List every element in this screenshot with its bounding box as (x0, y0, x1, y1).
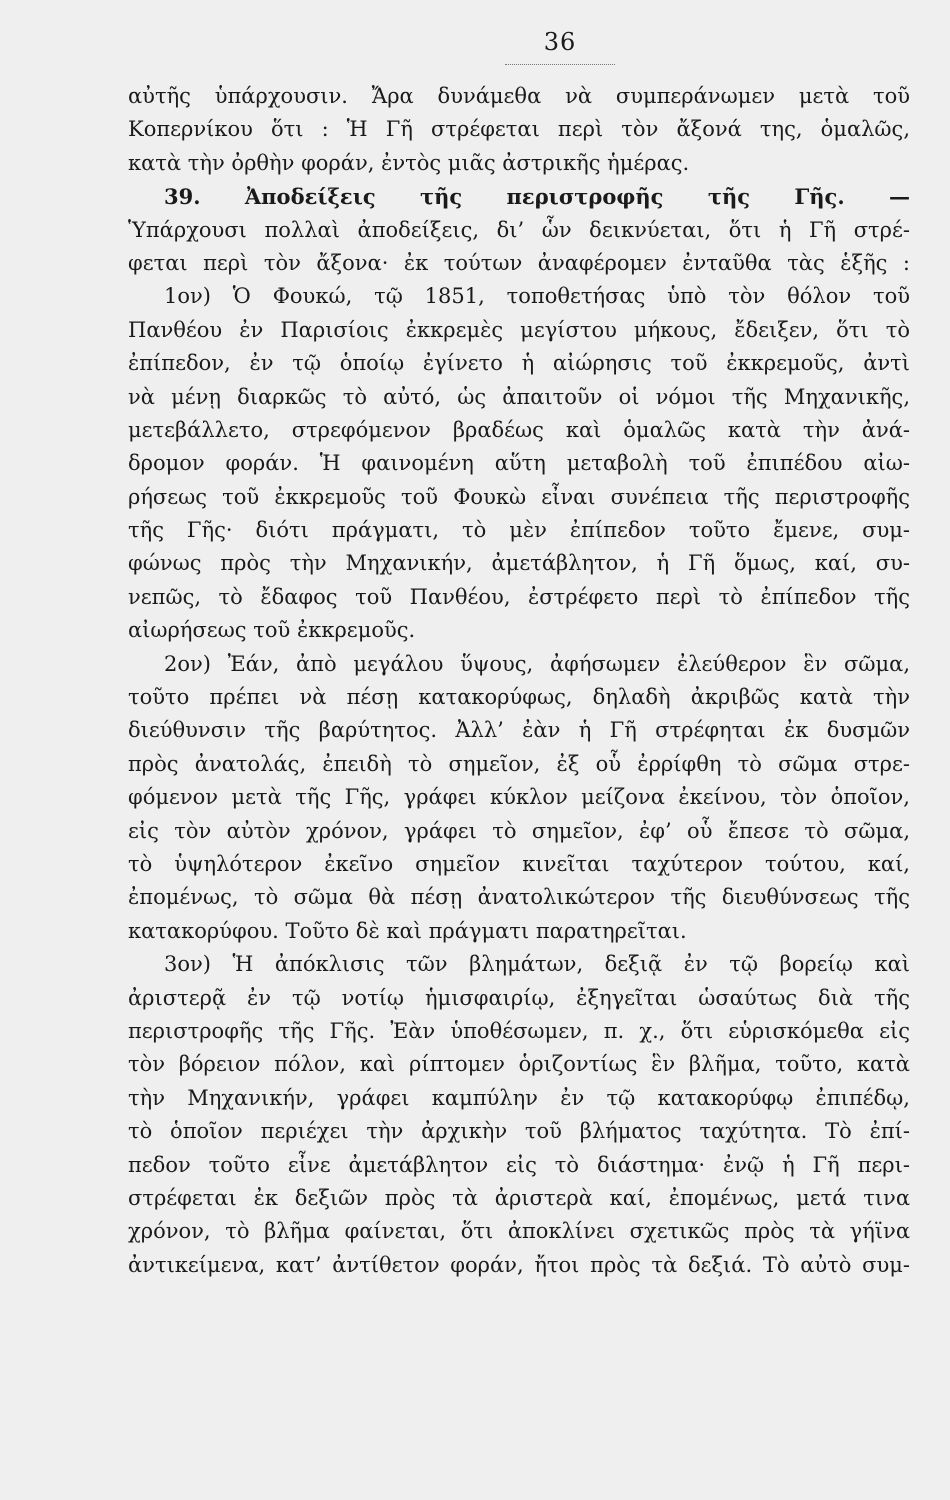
text-line: διεύθυνσιν τῆς βαρύτητος. Ἀλλ’ ἐὰν ἡ Γῆ στρέφηται ἐκ δυσμῶν (128, 718, 910, 743)
text-line: τὸ ὁποῖον περιέχει τὴν ἀρχικὴν τοῦ βλήματος ταχύτητα. Τὸ ἐπί- (128, 1119, 910, 1144)
text-line: κατακορύφου. Τοῦτο δὲ καὶ πράγματι παρατηρεῖται. (128, 918, 687, 943)
text-line: φεται περὶ τὸν ἄξονα· ἐκ τούτων ἀναφέρομεν ἐνταῦθα τὰς ἑξῆς : (128, 250, 910, 275)
text-line: πρὸς ἀνατολάς, ἐπειδὴ τὸ σημεῖον, ἐξ οὗ ἐρρίφθη τὸ σῶμα στρε- (128, 751, 910, 776)
text-line: ἐπομένως, τὸ σῶμα θὰ πέσῃ ἀνατολικώτερον τῆς διευθύνσεως τῆς (128, 885, 910, 910)
text-line: τὴν Μηχανικήν, γράφει καμπύλην ἐν τῷ κατακορύφῳ ἐπιπέδῳ, (128, 1085, 910, 1110)
text-line: χρόνον, τὸ βλῆμα φαίνεται, ὅτι ἀποκλίνει σχετικῶς πρὸς τὰ γήϊνα (128, 1219, 910, 1244)
text-line: Κοπερνίκου ὅτι : Ἡ Γῆ στρέφεται περὶ τὸν ἄξονά της, ὁμαλῶς, (128, 117, 910, 142)
text-line: πεδον τοῦτο εἶνε ἀμετάβλητον εἰς τὸ διάστημα· ἐνῷ ἡ Γῆ περι- (128, 1152, 910, 1177)
text-line: δρομον φοράν. Ἡ φαινομένη αὕτη μεταβολὴ τοῦ ἐπιπέδου αἰω- (128, 451, 910, 476)
body-text (128, 80, 910, 1282)
text-line: τὸ ὑψηλότερον ἐκεῖνο σημεῖον κινεῖται ταχύτερον τούτου, καί, (128, 851, 910, 876)
text-line: ρήσεως τοῦ ἐκκρεμοῦς τοῦ Φουκὼ εἶναι συνέπεια τῆς περιστροφῆς (128, 484, 910, 509)
text-line: ἀντικείμενα, κατ’ ἀντίθετον φοράν, ἤτοι πρὸς τὰ δεξιά. Τὸ αὐτὸ συμ- (128, 1252, 910, 1277)
text-line: εἰς τὸν αὐτὸν χρόνον, γράφει τὸ σημεῖον, ἐφ’ οὗ ἔπεσε τὸ σῶμα, (128, 818, 910, 843)
text-line: τῆς Γῆς· διότι πράγματι, τὸ μὲν ἐπίπεδον τοῦτο ἔμενε, συμ- (128, 518, 910, 543)
text-line: φώνως πρὸς τὴν Μηχανικήν, ἀμετάβλητον, ἡ Γῆ ὅμως, καί, συ- (128, 551, 910, 576)
page-number: 36 (543, 28, 577, 56)
text-line: κατὰ τὴν ὀρθὴν φοράν, ἐντὸς μιᾶς ἀστρικῆς ἡμέρας. (128, 150, 690, 175)
text-line: περιστροφῆς τῆς Γῆς. Ἐὰν ὑποθέσωμεν, π. χ., ὅτι εὑρισκόμεθα εἰς (128, 1018, 910, 1043)
text-line: 1ον) Ὁ Φουκώ, τῷ 1851, τοποθετήσας ὑπὸ τὸν θόλον τοῦ (164, 284, 910, 309)
text-line: ἀριστερᾷ ἐν τῷ νοτίῳ ἡμισφαιρίῳ, ἐξηγεῖται ὡσαύτως διὰ τῆς (128, 985, 910, 1010)
text-line: ἐπίπεδον, ἐν τῷ ὁποίῳ ἐγίνετο ἡ αἰώρησις τοῦ ἐκκρεμοῦς, ἀντὶ (128, 351, 910, 376)
text-line: 2ον) Ἐάν, ἀπὸ μεγάλου ὕψους, ἀφήσωμεν ἐλεύθερον ἓν σῶμα, (164, 651, 910, 676)
text-line: Ὑπάρχουσι πολλαὶ ἀποδείξεις, δι’ ὧν δεικνύεται, ὅτι ἡ Γῆ στρέ- (128, 217, 910, 242)
section-heading-line: 39. Ἀποδείξεις τῆς περιστροφῆς τῆς Γῆς. — (164, 184, 910, 210)
text-line: τὸν βόρειον πόλον, καὶ ρίπτομεν ὁριζοντίως ἓν βλῆμα, τοῦτο, κατὰ (128, 1052, 910, 1077)
text-line: αἰωρήσεως τοῦ ἐκκρεμοῦς. (128, 618, 416, 643)
text-line: μετεβάλλετο, στρεφόμενον βραδέως καὶ ὁμαλῶς κατὰ τὴν ἀνά- (128, 417, 910, 442)
text-line: στρέφεται ἐκ δεξιῶν πρὸς τὰ ἀριστερὰ καί, ἐπομένως, μετά τινα (128, 1185, 910, 1210)
text-line: αὐτῆς ὑπάρχουσιν. Ἄρα δυνάμεθα νὰ συμπεράνωμεν μετὰ τοῦ (128, 84, 910, 108)
text-line: φόμενον μετὰ τῆς Γῆς, γράφει κύκλον μείζονα ἐκείνου, τὸν ὁποῖον, (128, 785, 910, 810)
text-line: νὰ μένῃ διαρκῶς τὸ αὐτό, ὡς ἀπαιτοῦν οἱ νόμοι τῆς Μηχανικῆς, (128, 384, 910, 409)
text-line: Πανθέου ἐν Παρισίοις ἐκκρεμὲς μεγίστου μήκους, ἔδειξεν, ὅτι τὸ (128, 317, 910, 342)
page-number-rule (505, 64, 615, 65)
text-line: τοῦτο πρέπει νὰ πέσῃ κατακορύφως, δηλαδὴ ἀκριβῶς κατὰ τὴν (128, 685, 910, 710)
text-line: 3ον) Ἡ ἀπόκλισις τῶν βλημάτων, δεξιᾷ ἐν τῷ βορείῳ καὶ (164, 952, 910, 977)
text-line: νεπῶς, τὸ ἔδαφος τοῦ Πανθέου, ἐστρέφετο περὶ τὸ ἐπίπεδον τῆς (128, 584, 910, 609)
